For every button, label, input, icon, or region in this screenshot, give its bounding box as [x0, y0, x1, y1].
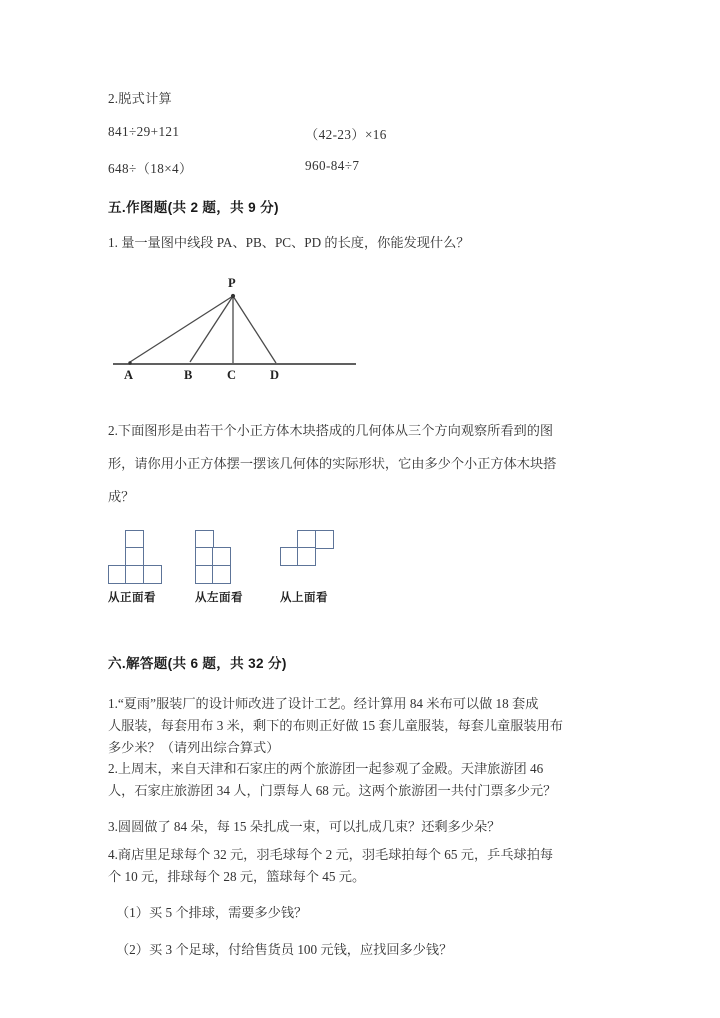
section-five-question-1: 1. 量一量图中线段 PA、PB、PC、PD 的长度，你能发现什么？	[108, 235, 470, 250]
geometry-figure-svg	[108, 276, 368, 388]
cube-cell	[108, 565, 127, 584]
section-six-question-2-line-2: 人，石家庄旅游团 34 人，门票每人 68 元。这两个旅游团一共付门票多少元？	[108, 783, 557, 798]
label-d: D	[270, 368, 280, 382]
tuoshi-heading: 2.脱式计算	[108, 91, 172, 106]
geometry-figure	[108, 276, 368, 388]
section-six-subquestion-2: （2）买 3 个足球，付给售货员 100 元钱，应找回多少钱？	[116, 942, 453, 957]
section-six-question-1-line-2: 人服装，每套用布 3 米，剩下的布则正好做 15 套儿童服装，每套儿童服装用布	[108, 718, 563, 733]
section-heading-six: 六.解答题(共 6 题，共 32 分)	[108, 656, 287, 671]
segment-pa	[130, 296, 233, 362]
cube-view-top-label: 从上面看	[280, 592, 328, 604]
cube-cell	[125, 530, 144, 549]
section-six-question-1-line-3: 多少米？（请列出综合算式）	[108, 740, 280, 755]
segment-pb	[190, 296, 233, 362]
section-six-question-2-line-1: 2.上周末，来自天津和石家庄的两个旅游团一起参观了金殿。天津旅游团 46	[108, 761, 544, 776]
section-six-question-4-line-2: 个 10 元，排球每个 28 元，篮球每个 45 元。	[108, 869, 366, 884]
cube-cell	[280, 547, 299, 566]
cube-cell	[297, 547, 316, 566]
cube-cell	[212, 547, 231, 566]
label-b: B	[184, 368, 193, 382]
section-six-question-3: 3.圆圆做了 84 朵，每 15 朵扎成一束，可以扎成几束？还剩多少朵？	[108, 819, 501, 834]
cube-cell	[212, 565, 231, 584]
cube-cell	[315, 530, 334, 549]
section-heading-five: 五.作图题(共 2 题，共 9 分)	[108, 200, 279, 215]
section-five-question-2-line-1: 2.下面图形是由若干个小正方体木块搭成的几何体从三个方向观察所看到的图	[108, 423, 554, 438]
section-six-question-4-line-1: 4.商店里足球每个 32 元，羽毛球每个 2 元，羽毛球拍每个 65 元，乒乓球拍每	[108, 847, 554, 862]
cube-cell	[143, 565, 162, 584]
cube-cell	[125, 565, 144, 584]
cube-cell	[195, 565, 214, 584]
label-a: A	[124, 368, 134, 382]
label-p: P	[228, 276, 236, 290]
section-six-subquestion-1: （1）买 5 个排球，需要多少钱？	[116, 905, 308, 920]
cube-cell	[125, 547, 144, 566]
section-five-question-2-line-3: 成？	[108, 489, 135, 504]
cube-cell	[195, 530, 214, 549]
cube-view-front-label: 从正面看	[108, 592, 156, 604]
section-six-question-1-line-1: 1.“夏雨”服装厂的设计师改进了设计工艺。经计算用 84 米布可以做 18 套成	[108, 696, 539, 711]
expression-1-left: 841÷29+121	[108, 124, 180, 139]
point-a-dot	[128, 361, 131, 364]
expression-1-right: （42-23）×16	[305, 127, 387, 142]
cube-cell	[297, 530, 316, 549]
cube-view-left-label: 从左面看	[195, 592, 243, 604]
cube-cell	[195, 547, 214, 566]
label-c: C	[227, 368, 237, 382]
expression-2-right: 960-84÷7	[305, 158, 360, 173]
expression-2-left: 648÷（18×4）	[108, 161, 193, 176]
segment-pd	[233, 296, 276, 363]
point-p-dot	[231, 294, 235, 298]
cube-views-group	[108, 530, 388, 614]
section-five-question-2-line-2: 形，请你用小正方体摆一摆该几何体的实际形状，它由多少个小正方体木块搭	[108, 456, 557, 471]
